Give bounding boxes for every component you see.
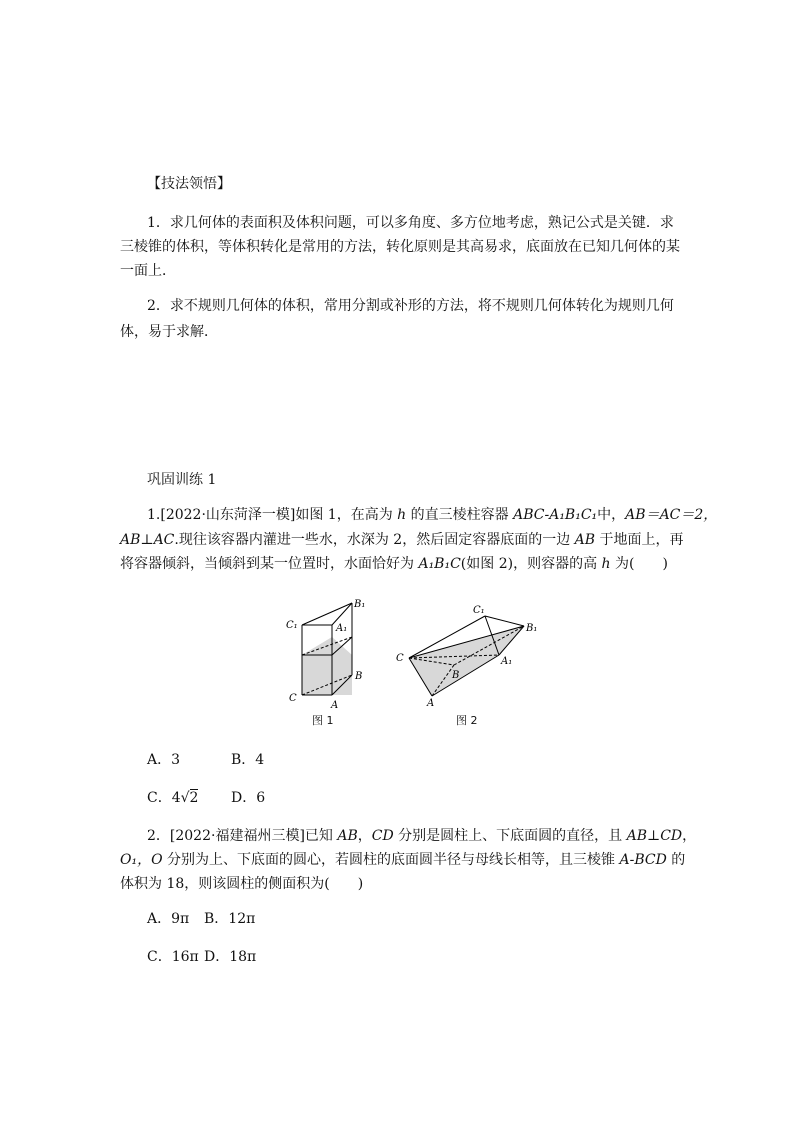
q2-option-d: D．18π <box>204 949 257 965</box>
fig2-label-c: C <box>396 653 404 664</box>
fig1-label-b: B <box>355 671 363 682</box>
q1-option-c-prefix: C．4 <box>147 790 181 806</box>
q2-l2c: 的 <box>666 852 686 868</box>
figure-2-tilted-prism <box>392 598 552 708</box>
q1-l2b: .现往该容器内灌进一些水，水深为 2，然后固定容器底面的一边 <box>174 532 575 548</box>
fig2-label-b: B <box>452 670 460 681</box>
figure-2-caption: 图 2 <box>456 714 478 727</box>
fig2-label-b1: B₁ <box>526 623 538 634</box>
q1-line2 <box>120 530 684 550</box>
fig2-label-c1: C₁ <box>473 605 485 616</box>
fig1-label-b1: B₁ <box>354 599 366 610</box>
q2-option-a: A．9π <box>147 911 190 927</box>
q1-l3c: 为( ) <box>610 556 668 572</box>
figure-1-prism <box>280 595 380 730</box>
q1-option-c-radicand: 2 <box>189 790 199 806</box>
q1-l1b: 的直三棱柱容器 <box>406 507 514 523</box>
q2-line1 <box>147 826 696 846</box>
q2-tetra: A-BCD <box>619 852 667 868</box>
q1-cond1: AB＝AC＝2， <box>625 507 718 523</box>
q2-line2 <box>120 850 685 870</box>
tips-p1-line1: 1．求几何体的表面积及体积问题，可以多角度、多方位地考虑，熟记公式是关键．求 <box>147 215 674 231</box>
q1-l1a: 1.[2022·山东菏泽一模]如图 1，在高为 <box>147 507 398 523</box>
q2-option-c: C．16π <box>147 949 199 965</box>
practice-title: 巩固训练 1 <box>147 472 217 488</box>
tips-heading: 【技法领悟】 <box>147 176 231 192</box>
q2-l1d: ， <box>682 828 697 844</box>
sqrt-sign: √ <box>180 790 190 806</box>
q1-h2: h <box>601 556 611 572</box>
figure-1-caption: 图 1 <box>312 714 334 727</box>
q1-option-a: A．3 <box>147 752 181 768</box>
q1-option-d: D．6 <box>231 790 266 806</box>
q2-centers: O₁，O <box>120 852 163 868</box>
q1-edge: AB <box>574 532 596 548</box>
q1-l2c: 于地面上，再 <box>595 532 684 548</box>
tips-p2-line2: 体，易于求解． <box>120 324 218 340</box>
q1-perp: AB⊥AC <box>120 532 175 548</box>
q2-l1b: ， <box>357 828 372 844</box>
q2-l2b: 分别为上、下底面的圆心，若圆柱的底面圆半径与母线长相等，且三棱锥 <box>162 852 620 868</box>
fig2-label-a: A <box>427 698 435 708</box>
q1-prism: ABC-A₁B₁C₁ <box>513 507 598 523</box>
fig1-label-a: A <box>331 700 339 711</box>
q2-ab: AB <box>337 828 358 844</box>
tips-p1-line3: 一面上． <box>120 263 176 279</box>
q1-l3b: (如图 2)，则容器的高 <box>460 556 602 572</box>
q1-line3 <box>120 554 668 574</box>
q1-plane: A₁B₁C <box>418 556 461 572</box>
fig2-label-a1: A₁ <box>501 656 513 667</box>
q2-cd: CD <box>371 828 394 844</box>
q1-option-b: B．4 <box>231 752 265 768</box>
fig1-label-a1: A₁ <box>336 623 348 634</box>
q2-perp: AB⊥CD <box>626 828 683 844</box>
q1-l1c: 中， <box>597 507 626 523</box>
q1-h: h <box>397 507 407 523</box>
q1-l3a: 将容器倾斜，当倾斜到某一位置时，水面恰好为 <box>120 556 419 572</box>
q2-option-b: B．12π <box>204 911 256 927</box>
tips-p1-line2: 三棱锥的体积，等体积转化是常用的方法，转化原则是其高易求，底面放在已知几何体的某 <box>120 239 680 255</box>
fig1-label-c: C <box>289 693 297 704</box>
q2-l1a: 2．[2022·福建福州三模]已知 <box>147 828 338 844</box>
q2-line3: 体积为 18，则该圆柱的侧面积为( ) <box>120 876 364 892</box>
fig1-label-c1: C₁ <box>286 620 298 631</box>
q1-line1 <box>147 505 717 525</box>
q1-option-c <box>147 788 198 808</box>
q2-l1c: 分别是圆柱上、下底面圆的直径，且 <box>393 828 627 844</box>
tips-p2-line1: 2．求不规则几何体的体积，常用分割或补形的方法，将不规则几何体转化为规则几何 <box>147 298 674 314</box>
